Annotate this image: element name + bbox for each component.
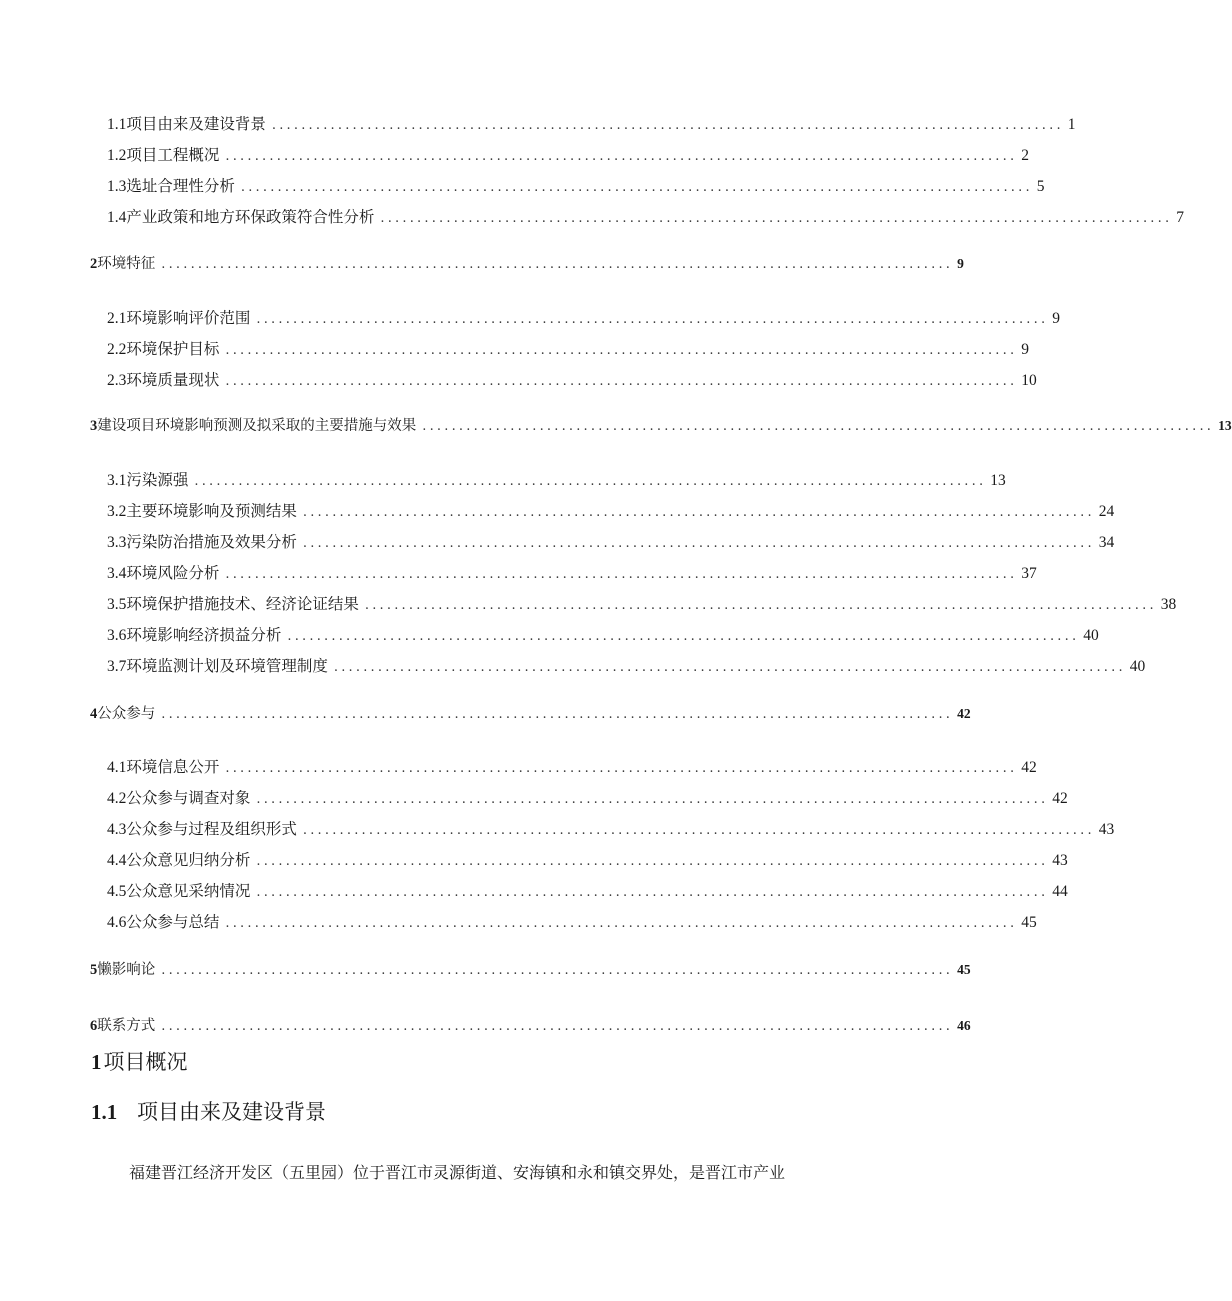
toc-entry-4-6[interactable] — [107, 910, 1037, 934]
toc-title: 公众参与总结 — [126, 913, 220, 931]
toc-page-number: 43 — [1052, 852, 1068, 869]
toc-number: 4.2 — [107, 790, 127, 807]
toc-number: 1.2 — [107, 147, 127, 164]
toc-number: 4.6 — [107, 914, 127, 931]
toc-entry-4-3[interactable] — [107, 817, 1115, 841]
toc-number: 4.1 — [107, 759, 127, 776]
toc-entry-1-1[interactable] — [107, 112, 1076, 136]
toc-page-number: 7 — [1176, 209, 1185, 226]
toc-title: 公众意见采纳情况 — [126, 882, 251, 900]
toc-leader: ............................................................................................................ — [225, 374, 1018, 389]
chapter-heading — [91, 1048, 188, 1076]
toc-leader: ............................................................................................................ — [271, 118, 1064, 133]
toc-title: 项目工程概况 — [126, 146, 220, 164]
toc-page-number: 42 — [1052, 790, 1068, 807]
toc-page-number: 1 — [1067, 116, 1076, 133]
toc-number: 2.1 — [107, 310, 127, 327]
toc-title: 环境影响评价范围 — [126, 309, 251, 327]
toc-title: 公众意见归纳分析 — [126, 851, 251, 869]
toc-number: 3 — [90, 418, 98, 434]
chapter-heading-title: 项目概况 — [103, 1050, 188, 1074]
toc-entry-2-2[interactable] — [107, 337, 1030, 361]
toc-number: 1.1 — [107, 116, 127, 133]
toc-entry-1-3[interactable] — [107, 174, 1045, 198]
toc-leader: ............................................................................................................ — [422, 419, 1215, 434]
section-heading — [91, 1098, 326, 1126]
toc-leader: ............................................................................................................ — [287, 629, 1080, 644]
toc-page-number: 37 — [1021, 565, 1037, 582]
toc-title: 环境影响经济损益分析 — [126, 626, 282, 644]
toc-number: 5 — [90, 962, 98, 978]
toc-number: 2 — [90, 256, 98, 272]
toc-title: 项目由来及建设背景 — [126, 115, 266, 133]
toc-page-number: 24 — [1098, 503, 1115, 520]
toc-entry-3-5[interactable] — [107, 592, 1177, 616]
toc-page-number: 34 — [1098, 534, 1115, 551]
toc-page-number: 43 — [1098, 821, 1115, 838]
toc-title: 环境质量现状 — [126, 371, 220, 389]
toc-page-number: 13 — [1218, 418, 1232, 433]
toc-title: 建设项目环境影响预测及拟采取的主要措施与效果 — [97, 418, 417, 434]
toc-title: 选址合理性分析 — [126, 177, 235, 195]
toc-title: 污染防治措施及效果分析 — [126, 533, 297, 551]
toc-page-number: 2 — [1021, 147, 1030, 164]
toc-leader: ............................................................................................................ — [225, 567, 1018, 582]
toc-chapter-4[interactable] — [90, 702, 971, 726]
toc-title: 联系方式 — [97, 1018, 156, 1034]
toc-number: 4.3 — [107, 821, 127, 838]
toc-number: 6 — [90, 1018, 98, 1034]
toc-chapter-3[interactable] — [90, 414, 1232, 438]
toc-number: 2.2 — [107, 341, 127, 358]
toc-page-number: 45 — [957, 962, 971, 977]
toc-leader: ............................................................................................................ — [256, 885, 1049, 900]
toc-number: 3.1 — [107, 472, 127, 489]
toc-leader: ............................................................................................................ — [225, 761, 1018, 776]
toc-entry-1-4[interactable] — [107, 205, 1185, 229]
chapter-heading-number: 1 — [91, 1050, 102, 1074]
toc-leader: ............................................................................................................ — [225, 149, 1018, 164]
toc-number: 3.6 — [107, 627, 127, 644]
toc-title: 公众参与调查对象 — [126, 789, 251, 807]
toc-page-number: 40 — [1083, 627, 1099, 644]
toc-page-number: 9 — [957, 256, 964, 271]
toc-entry-3-6[interactable] — [107, 623, 1099, 647]
toc-leader: ............................................................................................................ — [364, 598, 1157, 613]
toc-title: 环境保护措施技术、经济论证结果 — [126, 595, 359, 613]
toc-title: 环境监测计划及环境管理制度 — [126, 657, 328, 675]
toc-number: 4.5 — [107, 883, 127, 900]
toc-entry-2-1[interactable] — [107, 306, 1061, 330]
toc-title: 环境特征 — [97, 256, 156, 272]
toc-page-number: 9 — [1052, 310, 1061, 327]
toc-leader: ............................................................................................................ — [225, 916, 1018, 931]
toc-number: 3.2 — [107, 503, 127, 520]
toc-leader: ............................................................................................................ — [256, 792, 1049, 807]
toc-entry-4-2[interactable] — [107, 786, 1068, 810]
toc-page-number: 46 — [957, 1018, 971, 1033]
section-heading-title: 项目由来及建设背景 — [137, 1100, 326, 1124]
body-paragraph: 福建晋江经济开发区（五里园）位于晋江市灵源街道、安海镇和永和镇交界处，是晋江市产业 — [129, 1163, 786, 1182]
toc-entry-2-3[interactable] — [107, 368, 1037, 392]
toc-entry-4-5[interactable] — [107, 879, 1068, 903]
toc-page-number: 42 — [957, 706, 971, 721]
toc-title: 公众参与过程及组织形式 — [126, 820, 297, 838]
toc-title: 产业政策和地方环保政策符合性分析 — [126, 208, 375, 226]
toc-entry-3-7[interactable] — [107, 654, 1146, 678]
toc-page-number: 38 — [1160, 596, 1177, 613]
toc-page-number: 45 — [1021, 914, 1037, 931]
toc-chapter-5[interactable] — [90, 958, 971, 982]
toc-entry-3-1[interactable] — [107, 468, 1006, 492]
toc-leader: ............................................................................................................ — [240, 180, 1033, 195]
toc-leader: ............................................................................................................ — [333, 660, 1126, 675]
toc-page-number: 40 — [1129, 658, 1146, 675]
toc-entry-1-2[interactable] — [107, 143, 1030, 167]
toc-title: 污染源强 — [126, 471, 189, 489]
toc-leader: ............................................................................................................ — [194, 474, 987, 489]
toc-number: 3.5 — [107, 596, 127, 613]
toc-entry-3-2[interactable] — [107, 499, 1115, 523]
toc-leader: ............................................................................................................ — [256, 854, 1049, 869]
toc-title: 主要环境影响及预测结果 — [126, 502, 297, 520]
toc-title: 公众参与 — [97, 706, 156, 722]
toc-number: 3.3 — [107, 534, 127, 551]
toc-leader: ............................................................................................................ — [161, 963, 954, 978]
toc-entry-3-4[interactable] — [107, 561, 1037, 585]
toc-number: 4 — [90, 706, 98, 722]
toc-number: 1.4 — [107, 209, 127, 226]
toc-leader: ............................................................................................................ — [161, 1019, 954, 1034]
toc-chapter-6[interactable] — [90, 1014, 971, 1038]
toc-leader: ............................................................................................................ — [225, 343, 1018, 358]
toc-chapter-2[interactable] — [90, 252, 964, 276]
toc-page-number: 10 — [1021, 372, 1037, 389]
toc-number: 3.4 — [107, 565, 127, 582]
toc-entry-4-1[interactable] — [107, 755, 1037, 779]
toc-page-number: 9 — [1021, 341, 1030, 358]
toc-leader: ............................................................................................................ — [161, 707, 954, 722]
toc-leader: ............................................................................................................ — [302, 823, 1095, 838]
toc-title: 环境保护目标 — [126, 340, 220, 358]
toc-page-number: 42 — [1021, 759, 1037, 776]
toc-number: 2.3 — [107, 372, 127, 389]
toc-leader: ............................................................................................................ — [302, 505, 1095, 520]
toc-leader: ............................................................................................................ — [161, 257, 954, 272]
toc-number: 4.4 — [107, 852, 127, 869]
toc-leader: ............................................................................................................ — [380, 211, 1173, 226]
toc-title: 懒影响论 — [97, 962, 156, 978]
toc-number: 3.7 — [107, 658, 127, 675]
toc-page-number: 44 — [1052, 883, 1068, 900]
toc-title: 环境风险分析 — [126, 564, 220, 582]
toc-title: 环境信息公开 — [126, 758, 220, 776]
toc-entry-3-3[interactable] — [107, 530, 1115, 554]
toc-page-number: 13 — [990, 472, 1006, 489]
toc-number: 1.3 — [107, 178, 127, 195]
toc-leader: ............................................................................................................ — [302, 536, 1095, 551]
section-heading-number: 1.1 — [91, 1100, 118, 1124]
toc-entry-4-4[interactable] — [107, 848, 1068, 872]
toc-leader: ............................................................................................................ — [256, 312, 1049, 327]
toc-page-number: 5 — [1036, 178, 1045, 195]
